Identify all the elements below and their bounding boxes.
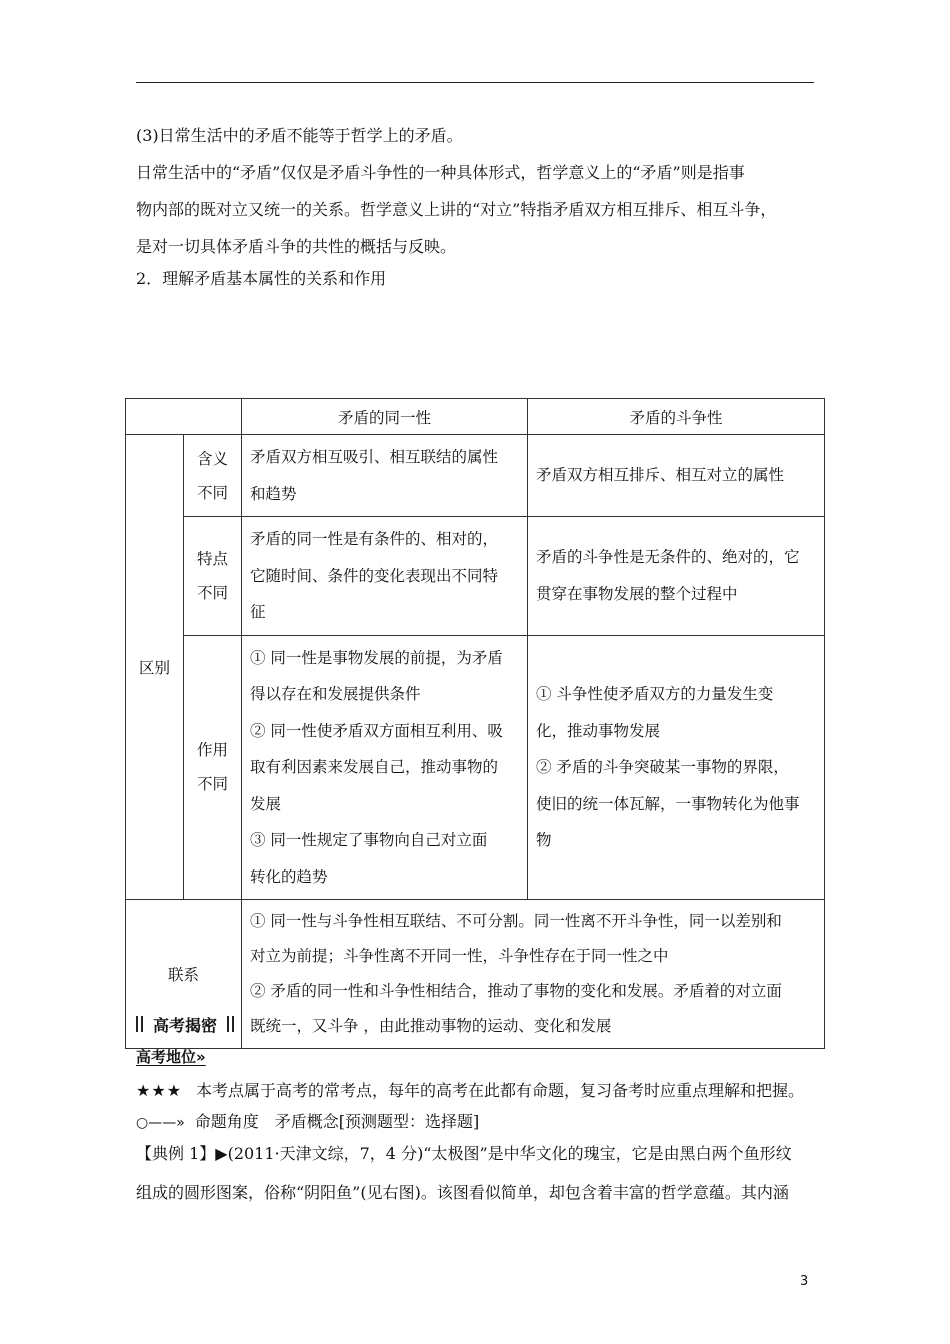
cell-line: 矛盾双方相互排斥、相互对立的属性 <box>536 466 785 485</box>
row-label-line: 含义 <box>196 449 228 468</box>
row-label-line: 特点 <box>196 549 228 568</box>
row-label <box>184 635 242 900</box>
item3-body-line-1: 日常生活中的“矛盾”仅仅是矛盾斗争性的一种具体形式，哲学意义上的“矛盾”则是指事 <box>136 163 745 182</box>
cell-line: 化，推动事物发展 <box>536 721 661 740</box>
gaokao-position-title: 高考地位» <box>136 1048 206 1066</box>
struggle-cell <box>528 435 825 517</box>
example-line-1: 【典例 1】▶(2011·天津文综，7，4 分)“太极图”是中华文化的瑰宝，它是由黑白两个鱼形纹 <box>136 1144 792 1163</box>
example-line-2: 组成的圆形图案，俗称“阴阳鱼”(见右图)。该图看似简单，却包含着丰富的哲学意蕴。其内涵 <box>136 1183 789 1202</box>
comparison-table <box>125 398 825 1049</box>
table-row <box>126 517 825 636</box>
row-label-line: 作用 <box>196 741 228 760</box>
importance-text: 本考点属于高考的常考点，每年的高考在此都有命题，复习备考时应重点理解和把握。 <box>196 1081 805 1100</box>
identity-cell <box>242 435 528 517</box>
banner-bar-icon <box>227 1016 234 1032</box>
identity-cell <box>242 517 528 636</box>
cell-line: 和趋势 <box>250 484 297 503</box>
item3-body-line-2: 物内部的既对立又统一的关系。哲学意义上讲的“对立”特指矛盾双方相互排斥、相互斗争， <box>136 200 777 219</box>
cell-line: 矛盾的斗争性是无条件的、绝对的，它 <box>536 548 800 567</box>
item2-title: 2．理解矛盾基本属性的关系和作用 <box>136 269 387 288</box>
importance-line <box>136 1081 804 1101</box>
header-rule <box>136 82 814 83</box>
angle-text: 命题角度 矛盾概念[预测题型：选择题] <box>194 1112 480 1131</box>
table-row <box>126 635 825 900</box>
link-cell <box>242 900 825 1049</box>
cell-line: 它随时间、条件的变化表现出不同特 <box>250 566 499 585</box>
identity-cell <box>242 635 528 900</box>
page-number: 3 <box>800 1274 809 1289</box>
cell-line: 得以存在和发展提供条件 <box>250 685 421 703</box>
banner-bar-icon <box>136 1016 143 1032</box>
row-label <box>184 435 242 517</box>
header-struggle: 矛盾的斗争性 <box>528 399 825 435</box>
cell-line: ③ 同一性规定了事物向自己对立面 <box>250 831 488 849</box>
row-label-line: 不同 <box>196 583 228 602</box>
cell-line: ② 矛盾的同一性和斗争性相结合，推动了事物的变化和发展。矛盾着的对立面 <box>250 982 782 1000</box>
cell-line: 矛盾双方相互吸引、相互联结的属性 <box>250 448 499 466</box>
row-label-line: 不同 <box>196 775 228 794</box>
arrow-icon: ○——» <box>136 1115 185 1131</box>
cell-line: 既统一，又斗争 ，由此推动事物的运动、变化和发展 <box>250 1017 612 1035</box>
cell-line: 取有利因素来发展自己，推动事物的 <box>250 758 499 776</box>
cell-line: ① 斗争性使矛盾双方的力量发生变 <box>536 685 774 703</box>
cell-line: 对立为前提；斗争性离不开同一性，斗争性存在于同一性之中 <box>250 947 669 965</box>
cell-line: 物 <box>536 831 552 849</box>
cell-line: ① 同一性是事物发展的前提，为矛盾 <box>250 648 503 667</box>
cell-line: 矛盾的同一性是有条件的、相对的， <box>250 530 499 548</box>
banner-title: 高考揭密 <box>153 1015 218 1035</box>
group-label-difference: 区别 <box>126 435 184 900</box>
cell-line: ② 矛盾的斗争突破某一事物的界限， <box>536 758 789 776</box>
cell-line: 发展 <box>250 794 282 813</box>
cell-line: 征 <box>250 603 266 621</box>
struggle-cell <box>528 517 825 636</box>
star-rating: ★★★ <box>136 1081 183 1100</box>
angle-line <box>136 1112 479 1133</box>
item3-body-line-3: 是对一切具体矛盾斗争的共性的概括与反映。 <box>136 237 457 256</box>
item3-title: (3)日常生活中的矛盾不能等于哲学上的矛盾。 <box>136 126 463 145</box>
cell-line: ② 同一性使矛盾双方面相互利用、吸 <box>250 721 503 740</box>
cell-line: 使旧的统一体瓦解，一事物转化为他事 <box>536 794 800 813</box>
cell-line: ① 同一性与斗争性相互联结、不可分割。同一性离不开斗争性，同一以差别和 <box>250 912 782 930</box>
table-row <box>126 435 825 517</box>
table-corner-cell <box>126 399 242 435</box>
struggle-cell <box>528 635 825 900</box>
table-header-row <box>126 399 825 435</box>
group-label-link: 联系 <box>126 900 242 1049</box>
header-identity: 矛盾的同一性 <box>242 399 528 435</box>
row-label <box>184 517 242 636</box>
cell-line: 转化的趋势 <box>250 867 328 886</box>
row-label-line: 不同 <box>196 483 228 502</box>
gaokao-banner <box>136 1013 234 1035</box>
cell-line: 贯穿在事物发展的整个过程中 <box>536 584 738 603</box>
